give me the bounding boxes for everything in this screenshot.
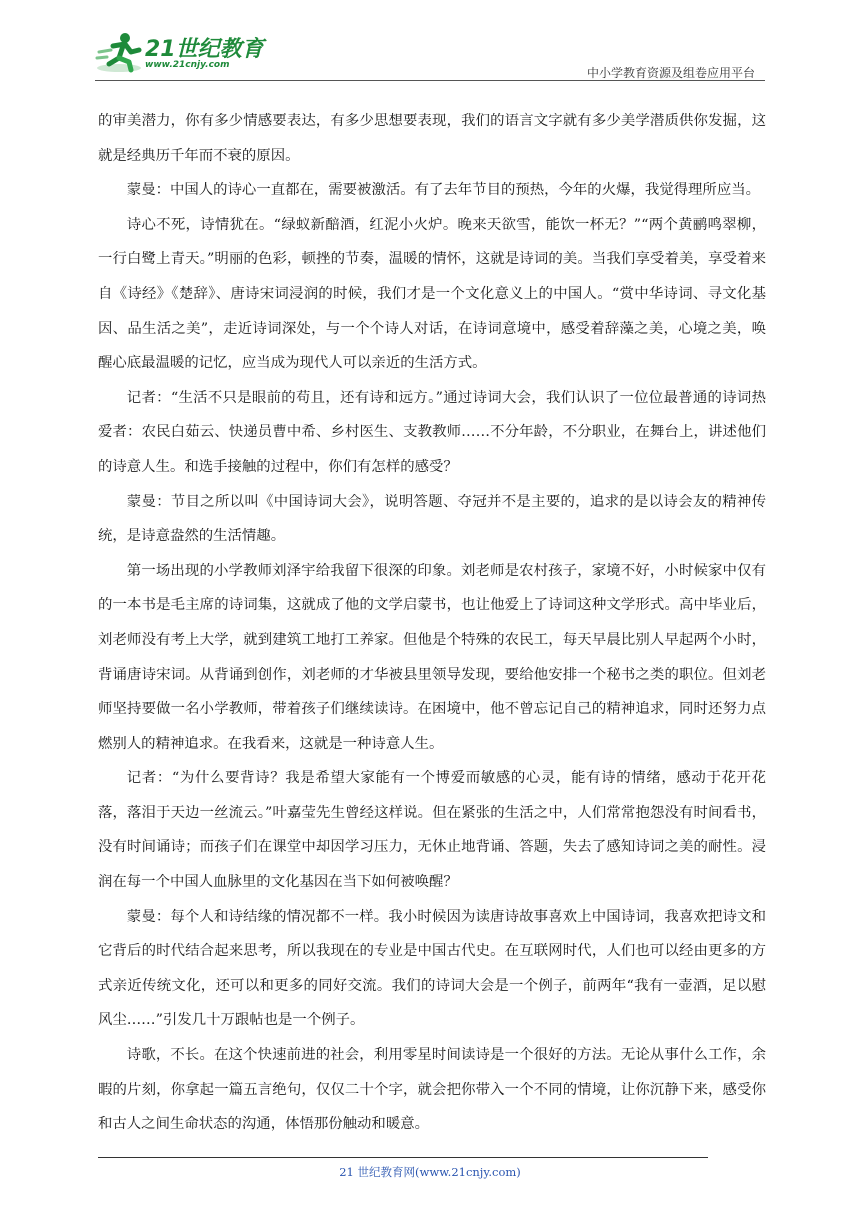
platform-tagline: 中小学教育资源及组卷应用平台 (586, 66, 755, 80)
footer-divider (98, 1157, 708, 1158)
logo-title: 21世纪教育 (145, 37, 264, 62)
paragraph: 诗歌，不长。在这个快速前进的社会，利用零星时间读诗是一个很好的方法。无论从事什么工作，余暇的片刻，你拿起一篇五言绝句，仅仅二十个字，就会把你带入一个不同的情境，让你沉静下来，感受你和古人之间生命状态的沟通，体悟那份触动和暖意。 (98, 1047, 766, 1133)
header-divider (95, 80, 765, 81)
footer-link[interactable]: 21 世纪教育网(www.21cnjy.com) (339, 1165, 521, 1179)
paragraph: 诗心不死，诗情犹在。“绿蚁新醅酒，红泥小火炉。晚来天欲雪，能饮一杯无？”“两个黄鹂鸣翠柳，一行白鹭上青天。”明丽的色彩，顿挫的节奏，温暖的情怀，这就是诗词的美。当我们享受着美，享受着来自《诗经》《楚辞》、唐诗宋词浸润的时候，我们才是一个文化意义上的中国人。“赏中华诗词、寻文化基因、品生活之美”，走近诗词深处，与一个个诗人对话，在诗词意境中，感受着辞藻之美，心境之美，唤醒心底最温暖的记忆，应当成为现代人可以亲近的生活方式。 (98, 216, 766, 372)
site-logo[interactable] (95, 28, 265, 78)
paragraph: 蒙曼：节目之所以叫《中国诗词大会》，说明答题、夺冠并不是主要的，追求的是以诗会友的精神传统，是诗意盎然的生活情趣。 (98, 493, 766, 545)
paragraph: 记者：“为什么要背诗？我是希望大家能有一个博爱而敏感的心灵，能有诗的情绪，感动于花开花落，落泪于天边一丝流云。”叶嘉莹先生曾经这样说。但在紧张的生活之中，人们常常抱怨没有时间看书，没有时间诵诗；而孩子们在课堂中却因学习压力，无休止地背诵、答题，失去了感知诗词之美的耐性。浸润在每一个中国人血脉里的文化基因在当下如何被唤醒？ (98, 770, 766, 891)
article-body (98, 104, 766, 1142)
running-figure-logo-icon (95, 30, 147, 76)
paragraph: 记者：“生活不只是眼前的苟且，还有诗和远方。”通过诗词大会，我们认识了一位位最普通的诗词热爱者：农民白茹云、快递员曹中希、乡村医生、支教教师……不分年龄，不分职业，在舞台上，讲述他们的诗意人生。和选手接触的过程中，你们有怎样的感受？ (98, 389, 766, 475)
paragraph: 蒙曼：每个人和诗结缘的情况都不一样。我小时候因为读唐诗故事喜欢上中国诗词，我喜欢把诗文和它背后的时代结合起来思考，所以我现在的专业是中国古代史。在互联网时代，人们也可以经由更多的方式亲近传统文化，还可以和更多的同好交流。我们的诗词大会是一个例子，前两年“我有一壶酒，足以慰风尘……”引发几十万跟帖也是一个例子。 (98, 908, 766, 1029)
paragraph: 蒙曼：中国人的诗心一直都在，需要被激活。有了去年节目的预热，今年的火爆，我觉得理所应当。 (126, 182, 760, 199)
page-header (95, 28, 765, 80)
paragraph: 第一场出现的小学教师刘泽宇给我留下很深的印象。刘老师是农村孩子，家境不好，小时候家中仅有的一本书是毛主席的诗词集，这就成了他的文学启蒙书，也让他爱上了诗词这种文学形式。高中毕业后，刘老师没有考上大学，就到建筑工地打工养家。但他是个特殊的农民工，每天早晨比别人早起两个小时，背诵唐诗宋词。从背诵到创作，刘老师的才华被县里领导发现，要给他安排一个秘书之类的职位。但刘老师坚持要做一名小学教师，带着孩子们继续读诗。在困境中，他不曾忘记自己的精神追求，同时还努力点燃别人的精神追求。在我看来，这就是一种诗意人生。 (98, 562, 766, 752)
paragraph: 的审美潜力，你有多少情感要表达，有多少思想要表现，我们的语言文字就有多少美学潜质供你发掘，这就是经典历千年而不衰的原因。 (98, 113, 766, 164)
logo-url: www.21cnjy.com (145, 60, 230, 70)
